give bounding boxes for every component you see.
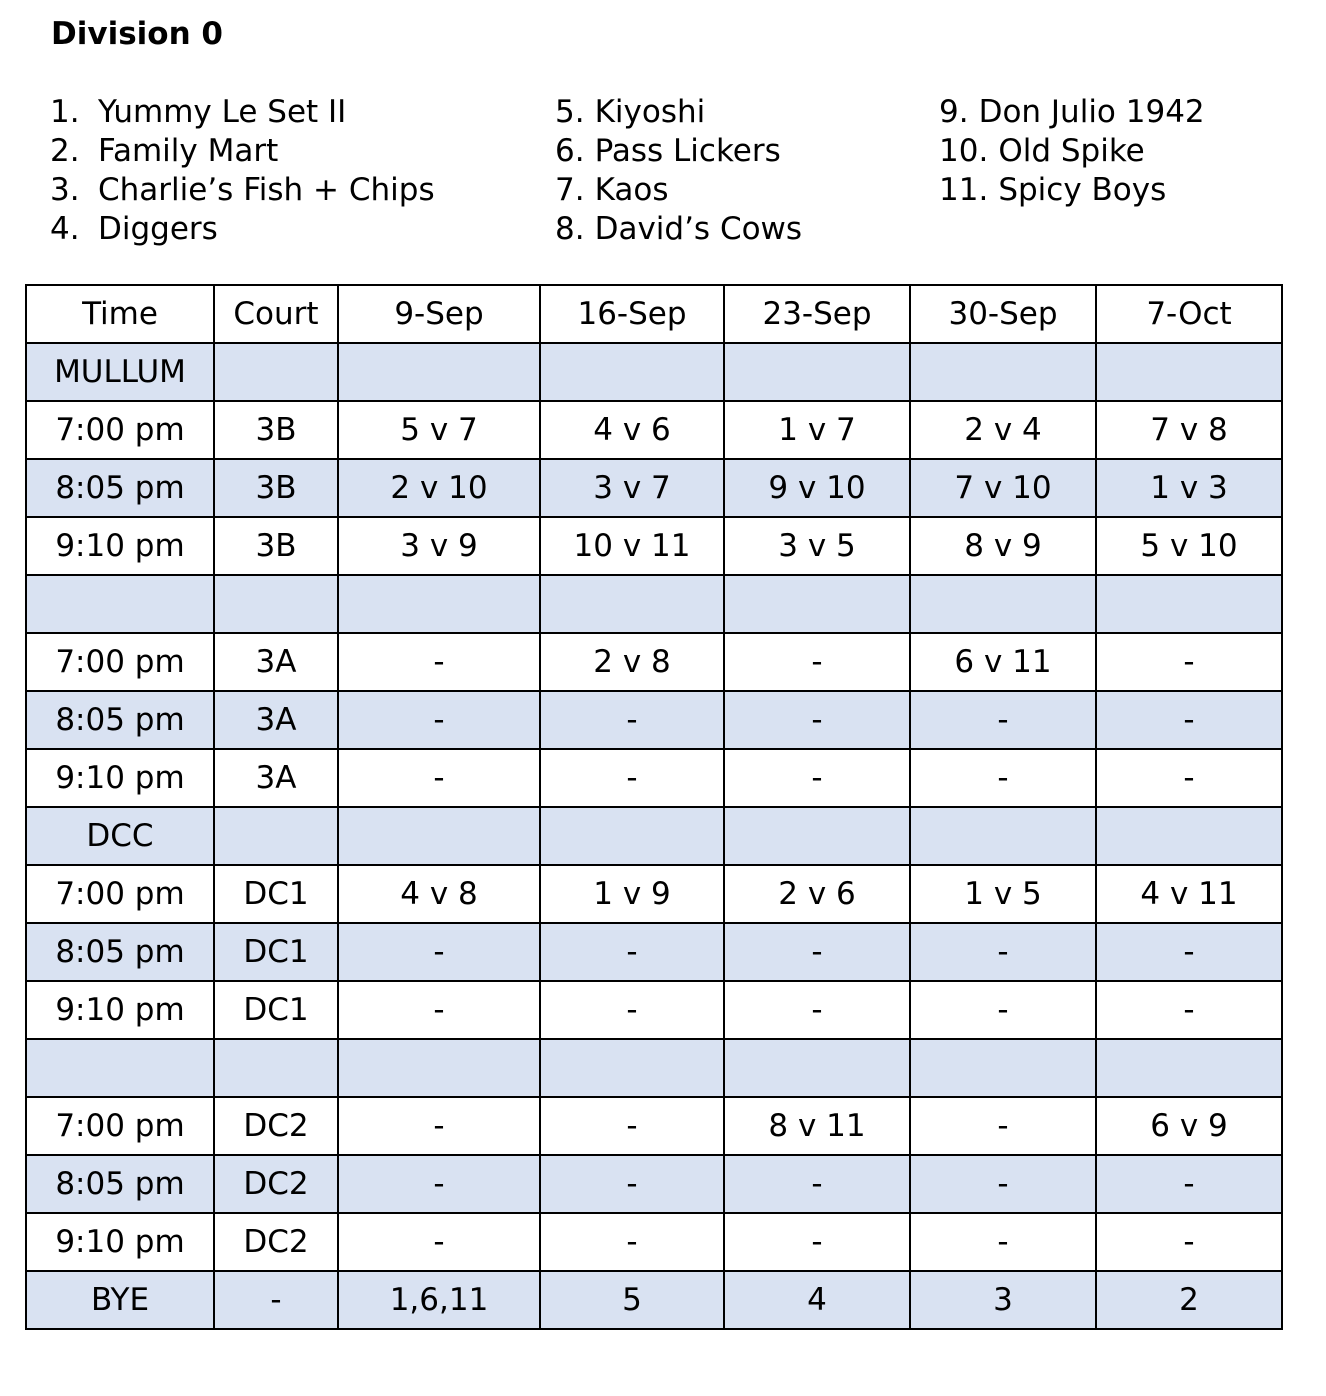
cell-court: 3A: [214, 749, 338, 807]
team-name: Charlie’s Fish + Chips: [98, 172, 435, 208]
cell-court: -: [214, 1271, 338, 1329]
cell-match: [540, 343, 724, 401]
table-row: [26, 923, 1282, 981]
cell-match: 2 v 8: [540, 633, 724, 691]
cell-match: -: [1096, 633, 1282, 691]
cell-match: 10 v 11: [540, 517, 724, 575]
cell-time: 8:05 pm: [26, 459, 214, 517]
cell-court: DC1: [214, 981, 338, 1039]
cell-match: -: [910, 749, 1096, 807]
schedule-body: [26, 343, 1282, 1329]
cell-match: -: [338, 749, 540, 807]
team-name: Family Mart: [98, 133, 279, 169]
cell-match: -: [1096, 981, 1282, 1039]
cell-court: [214, 807, 338, 865]
cell-match: -: [338, 691, 540, 749]
team-number: 10.: [939, 133, 989, 169]
cell-time: [26, 1039, 214, 1097]
cell-match: 1 v 7: [724, 401, 910, 459]
cell-match: [910, 343, 1096, 401]
team-name: Kiyoshi: [594, 94, 706, 130]
team-item: [939, 132, 1205, 171]
team-number: 9.: [939, 94, 969, 130]
cell-match: [540, 1039, 724, 1097]
team-column-1: [50, 93, 435, 249]
table-row: [26, 1155, 1282, 1213]
table-row: [26, 1213, 1282, 1271]
cell-match: -: [724, 1155, 910, 1213]
team-item: [555, 210, 802, 249]
team-number: 6.: [555, 133, 585, 169]
table-row: [26, 459, 1282, 517]
cell-court: DC2: [214, 1155, 338, 1213]
cell-match: [1096, 343, 1282, 401]
cell-match: -: [540, 981, 724, 1039]
cell-match: -: [338, 923, 540, 981]
cell-match: [724, 807, 910, 865]
cell-time: 7:00 pm: [26, 401, 214, 459]
cell-match: 5 v 7: [338, 401, 540, 459]
cell-match: 6 v 9: [1096, 1097, 1282, 1155]
team-item: [555, 93, 802, 132]
cell-court: [214, 343, 338, 401]
cell-match: 1 v 3: [1096, 459, 1282, 517]
header-date: 16-Sep: [540, 285, 724, 343]
cell-match: 9 v 10: [724, 459, 910, 517]
cell-match: [1096, 807, 1282, 865]
cell-match: -: [540, 923, 724, 981]
cell-time: 9:10 pm: [26, 1213, 214, 1271]
table-row: [26, 981, 1282, 1039]
cell-match: 4 v 6: [540, 401, 724, 459]
header-time: Time: [26, 285, 214, 343]
cell-time: 7:00 pm: [26, 1097, 214, 1155]
cell-match: [910, 807, 1096, 865]
cell-time: 9:10 pm: [26, 981, 214, 1039]
cell-court: [214, 575, 338, 633]
team-number: 5.: [555, 94, 585, 130]
cell-match: 2 v 6: [724, 865, 910, 923]
cell-match: [540, 807, 724, 865]
table-row: [26, 865, 1282, 923]
cell-match: -: [540, 691, 724, 749]
cell-match: -: [338, 1155, 540, 1213]
team-name: Yummy Le Set II: [98, 94, 347, 130]
team-item: [555, 132, 802, 171]
cell-match: -: [910, 691, 1096, 749]
header-date: 30-Sep: [910, 285, 1096, 343]
cell-match: 7 v 8: [1096, 401, 1282, 459]
cell-match: [338, 807, 540, 865]
header-date: 23-Sep: [724, 285, 910, 343]
cell-time: [26, 575, 214, 633]
team-item: [50, 171, 435, 210]
cell-match: [724, 1039, 910, 1097]
cell-match: 8 v 9: [910, 517, 1096, 575]
team-number: 11.: [939, 172, 989, 208]
cell-match: [724, 343, 910, 401]
cell-match: -: [724, 1213, 910, 1271]
team-number: 2.: [50, 133, 80, 169]
cell-match: -: [540, 1097, 724, 1155]
cell-match: -: [1096, 923, 1282, 981]
cell-match: 2 v 10: [338, 459, 540, 517]
cell-match: -: [910, 1213, 1096, 1271]
cell-match: -: [540, 1155, 724, 1213]
cell-match: -: [1096, 749, 1282, 807]
cell-match: 3 v 7: [540, 459, 724, 517]
cell-match: -: [910, 1097, 1096, 1155]
team-number: 4.: [50, 211, 80, 247]
cell-match: [338, 1039, 540, 1097]
cell-court: DC2: [214, 1213, 338, 1271]
cell-match: -: [910, 1155, 1096, 1213]
team-name: Pass Lickers: [594, 133, 781, 169]
team-number: 8.: [555, 211, 585, 247]
cell-match: [724, 575, 910, 633]
team-name: Kaos: [594, 172, 669, 208]
page-title: Division 0: [51, 16, 223, 52]
cell-match: -: [338, 1097, 540, 1155]
table-row: [26, 575, 1282, 633]
team-column-3: [939, 93, 1205, 210]
cell-match: [338, 343, 540, 401]
cell-match: 3: [910, 1271, 1096, 1329]
cell-time: BYE: [26, 1271, 214, 1329]
team-number: 1.: [50, 94, 80, 130]
cell-time: 9:10 pm: [26, 517, 214, 575]
cell-court: 3B: [214, 401, 338, 459]
cell-match: -: [724, 691, 910, 749]
table-row: [26, 749, 1282, 807]
cell-match: -: [724, 749, 910, 807]
cell-court: 3A: [214, 691, 338, 749]
cell-match: 6 v 11: [910, 633, 1096, 691]
table-row: [26, 633, 1282, 691]
cell-match: 3 v 5: [724, 517, 910, 575]
cell-time: 8:05 pm: [26, 691, 214, 749]
schedule-table: [25, 284, 1283, 1330]
cell-match: -: [540, 749, 724, 807]
cell-time: DCC: [26, 807, 214, 865]
cell-court: DC2: [214, 1097, 338, 1155]
team-column-2: [555, 93, 802, 249]
team-item: [50, 93, 435, 132]
team-name: Spicy Boys: [998, 172, 1167, 208]
cell-court: DC1: [214, 865, 338, 923]
cell-court: 3B: [214, 459, 338, 517]
cell-match: -: [910, 923, 1096, 981]
cell-court: DC1: [214, 923, 338, 981]
cell-match: -: [724, 923, 910, 981]
cell-time: 7:00 pm: [26, 865, 214, 923]
cell-match: -: [338, 981, 540, 1039]
cell-match: 5 v 10: [1096, 517, 1282, 575]
team-number: 3.: [50, 172, 80, 208]
cell-match: -: [338, 633, 540, 691]
team-list: [0, 93, 1326, 253]
team-item: [50, 132, 435, 171]
team-name: Diggers: [98, 211, 218, 247]
table-header-row: [26, 285, 1282, 343]
cell-match: [540, 575, 724, 633]
cell-match: -: [338, 1213, 540, 1271]
cell-match: -: [724, 981, 910, 1039]
cell-match: 4: [724, 1271, 910, 1329]
team-number: 7.: [555, 172, 585, 208]
cell-time: 8:05 pm: [26, 923, 214, 981]
team-item: [555, 171, 802, 210]
cell-match: [338, 575, 540, 633]
table-row: [26, 517, 1282, 575]
cell-match: 4 v 8: [338, 865, 540, 923]
cell-match: 8 v 11: [724, 1097, 910, 1155]
cell-match: -: [1096, 691, 1282, 749]
table-row: [26, 401, 1282, 459]
cell-match: -: [1096, 1155, 1282, 1213]
cell-court: 3B: [214, 517, 338, 575]
cell-match: -: [1096, 1213, 1282, 1271]
cell-match: [910, 1039, 1096, 1097]
cell-match: [910, 575, 1096, 633]
cell-match: 2: [1096, 1271, 1282, 1329]
table-row: [26, 343, 1282, 401]
cell-match: -: [540, 1213, 724, 1271]
cell-match: 2 v 4: [910, 401, 1096, 459]
table-row: [26, 807, 1282, 865]
table-row: [26, 1271, 1282, 1329]
table-row: [26, 1097, 1282, 1155]
cell-match: 5: [540, 1271, 724, 1329]
cell-match: 1 v 5: [910, 865, 1096, 923]
cell-match: -: [910, 981, 1096, 1039]
cell-court: [214, 1039, 338, 1097]
cell-match: 1,6,11: [338, 1271, 540, 1329]
team-item: [939, 93, 1205, 132]
header-date: 9-Sep: [338, 285, 540, 343]
table-row: [26, 1039, 1282, 1097]
cell-time: MULLUM: [26, 343, 214, 401]
team-name: Don Julio 1942: [978, 94, 1205, 130]
cell-time: 8:05 pm: [26, 1155, 214, 1213]
header-court: Court: [214, 285, 338, 343]
cell-court: 3A: [214, 633, 338, 691]
team-item: [939, 171, 1205, 210]
cell-match: [1096, 575, 1282, 633]
cell-match: [1096, 1039, 1282, 1097]
cell-match: 7 v 10: [910, 459, 1096, 517]
table-row: [26, 691, 1282, 749]
header-date: 7-Oct: [1096, 285, 1282, 343]
cell-match: -: [724, 633, 910, 691]
cell-match: 4 v 11: [1096, 865, 1282, 923]
cell-match: 3 v 9: [338, 517, 540, 575]
team-name: David’s Cows: [594, 211, 803, 247]
cell-time: 7:00 pm: [26, 633, 214, 691]
team-name: Old Spike: [998, 133, 1145, 169]
cell-match: 1 v 9: [540, 865, 724, 923]
team-item: [50, 210, 435, 249]
cell-time: 9:10 pm: [26, 749, 214, 807]
